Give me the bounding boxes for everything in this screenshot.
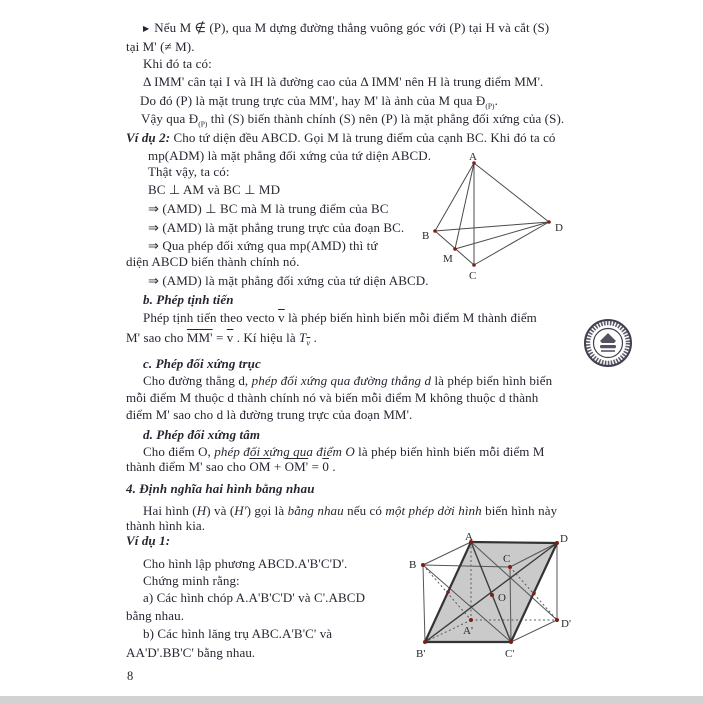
text-line: mp(ADM) là mặt phẳng đối xứng của tứ diện ABCD. (148, 148, 432, 163)
text-line: Cho đường thẳng d, phép đối xứng qua đường thẳng d là phép biến hình biến (143, 373, 553, 388)
triangle-bullet-icon: ▶ (143, 23, 150, 33)
text-line: Δ IMM' cân tại I và IH là đường cao của Δ IMM' nên H là trung điểm MM'. (143, 74, 544, 89)
page-number: 8 (127, 669, 134, 683)
section-heading-d: d. Phép đối xứng tâm (143, 427, 261, 442)
text-line: Phép tịnh tiến theo vecto $\overline{v}$ là phép biến hình biến mỗi điểm M thành điểm (143, 310, 537, 325)
vertex-label-C-prime: C' (505, 648, 515, 660)
text-line: ⇒ (AMD) là mặt phẳng đối xứng của tứ diện ABCD. (148, 273, 429, 288)
text-line: tại M' (≠ M). (126, 39, 195, 54)
text-line: BC ⊥ AM và BC ⊥ MD (148, 182, 281, 197)
tetrahedron-figure (395, 150, 585, 290)
vertex-label-B-prime: B' (416, 648, 426, 660)
vertex-label-A: A (469, 151, 477, 163)
vertex-label-D: D (560, 533, 568, 545)
vertex-label-B: B (409, 559, 417, 571)
example-1-label: Ví dụ 1: (126, 533, 171, 548)
vertex-label-D: D (555, 222, 563, 234)
text-line: ⇒ Qua phép đối xứng qua mp(AMD) thì tứ (148, 238, 378, 253)
text-line: bằng nhau. (126, 608, 185, 623)
vertex-label-C: C (503, 553, 511, 565)
text-line: a) Các hình chóp A.A'B'C'D' và C'.ABCD (143, 590, 366, 605)
text-line: Chứng minh rằng: (143, 573, 240, 588)
text-line: AA'D'.BB'C' bằng nhau. (126, 645, 256, 660)
text-line: ▶ Nếu M ∉ (P), qua M dựng đường thẳng vuông góc với (P) tại H và cắt (S) (143, 20, 550, 35)
vertex-label-C: C (469, 270, 477, 282)
page-edge-shadow (0, 696, 703, 703)
text-line: mỗi điểm M thuộc d thành chính nó và biến mỗi điểm M không thuộc d thành (126, 390, 539, 405)
text-line: thành điểm M' sao cho $\overline{OM} + OM' = 0$ . (126, 459, 336, 474)
center-label-O: O (498, 592, 506, 604)
text-line: Do đó (P) là mặt trung trực của MM', hay M' là ảnh của M qua $Đ_{(P)}$. (140, 93, 498, 111)
text-line: thành hình kia. (126, 518, 206, 533)
vertex-label-B: B (422, 230, 430, 242)
section-heading-b: b. Phép tịnh tiến (143, 292, 234, 307)
vertex-label-A: A (465, 531, 473, 543)
text-line: Cho hình lập phương ABCD.A'B'C'D'. (143, 556, 348, 571)
text-line: ⇒ (AMD) ⊥ BC mà M là trung điểm của BC (148, 201, 389, 216)
text-line: ⇒ (AMD) là mặt phẳng trung trực của đoạn BC. (148, 220, 405, 235)
circular-stamp-icon (581, 317, 635, 371)
vertex-label-M: M (443, 253, 453, 265)
text-line: M' sao cho $MM' = \overline{v}$ . Kí hiệu là $T_{\overline{v}}$ . (126, 330, 317, 348)
cube-figure (403, 531, 588, 671)
text-line: Vậy qua $Đ_{(P)}$ thì (S) biến thành chính (S) nên (P) là mặt phẳng đối xứng của (S). (141, 111, 565, 129)
text-line: Khi đó ta có: (143, 56, 212, 71)
text-line: điểm M' sao cho d là đường trung trực của đoạn MM'. (126, 407, 413, 422)
section-heading-c: c. Phép đối xứng trục (143, 356, 261, 371)
section-heading-4: 4. Định nghĩa hai hình bằng nhau (126, 481, 315, 496)
vertex-label-D-prime: D' (561, 618, 571, 630)
text-line: Hai hình (H) và (H') gọi là bằng nhau nếu có một phép dời hình biến hình này (143, 503, 558, 518)
example-2-line: Ví dụ 2: Cho tứ diện đều ABCD. Gọi M là trung điểm của cạnh BC. Khi đó ta có (126, 130, 556, 145)
vertex-label-A-prime: A' (463, 625, 473, 637)
text-line: Thật vậy, ta có: (148, 164, 230, 179)
text-line: diện ABCD biến thành chính nó. (126, 254, 300, 269)
text-line: b) Các hình lăng trụ ABC.A'B'C' và (143, 626, 333, 641)
text-line: Cho điểm O, phép đối xứng qua điểm O là phép biến hình biến mỗi điểm M (143, 444, 545, 459)
